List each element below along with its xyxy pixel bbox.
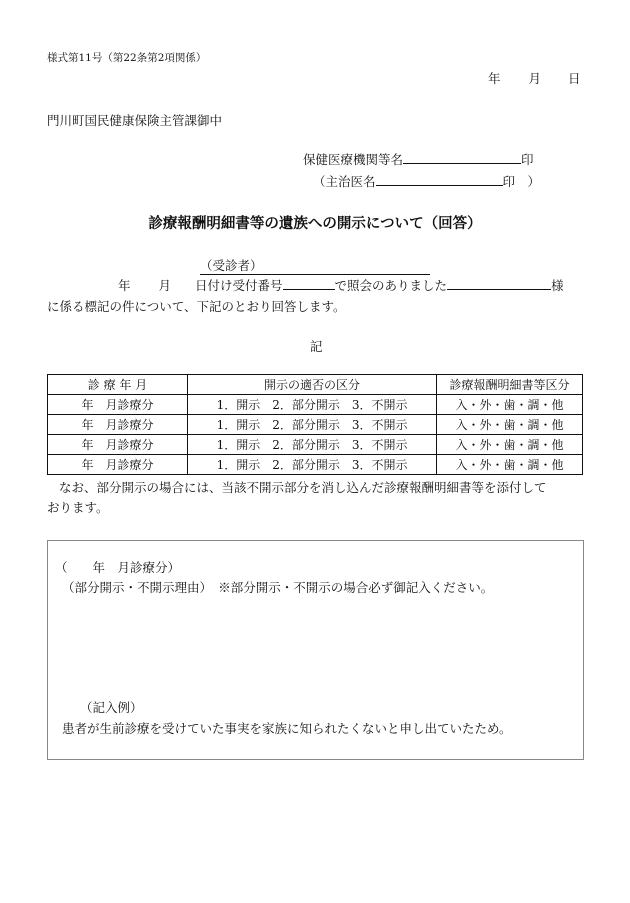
doctor-name-field[interactable] xyxy=(376,172,503,186)
note-line-1: なお、部分開示の場合には、当該不開示部分を消し込んだ診療報酬明細書等を添付して xyxy=(59,480,547,495)
institution-seal: 印 xyxy=(521,152,534,167)
header-statement-category: 診療報酬明細書等区分 xyxy=(437,375,583,395)
note-line-2: おります。 xyxy=(47,500,109,515)
doctor-label: （主治医名 xyxy=(313,174,376,189)
table-row xyxy=(48,435,583,455)
body-year: 年 xyxy=(118,278,131,293)
form-number: 様式第11号（第22条第2項関係） xyxy=(47,52,207,64)
date-day: 日 xyxy=(568,71,581,86)
reason-label: （部分開示・不開示理由） ※部分開示・不開示の場合必ず御記入ください。 xyxy=(62,580,494,595)
table-row xyxy=(48,395,583,415)
date-line xyxy=(488,69,581,87)
body-month: 月 xyxy=(158,278,172,293)
example-text: 患者が生前診療を受けていた事実を家族に知られたくないと申し出ていたため。 xyxy=(62,721,512,736)
treatment-month-cell[interactable]: 年 月診療分 xyxy=(48,395,188,415)
statement-type-cell[interactable]: 入・外・歯・調・他 xyxy=(437,435,583,455)
institution-line xyxy=(303,150,534,168)
example-label: （記入例） xyxy=(80,700,143,715)
body-inquiry: で照会のありました xyxy=(334,278,448,293)
patient-label: （受診者） xyxy=(200,258,263,273)
disclosure-table xyxy=(47,374,583,475)
table-row xyxy=(48,455,583,475)
header-disclosure-category: 開示の適否の区分 xyxy=(188,375,437,395)
disclosure-option-cell[interactable]: 1．開示 2．部分開示 3．不開示 xyxy=(188,395,437,415)
date-year: 年 xyxy=(488,71,501,86)
institution-label: 保健医療機関等名 xyxy=(303,152,404,167)
page-title: 診療報酬明細書等の遺族への開示について（回答） xyxy=(148,215,482,232)
body-received-number: 日付け受付番号 xyxy=(195,278,283,293)
body-honorific: 様 xyxy=(551,278,564,293)
table-row xyxy=(48,415,583,435)
recipient: 門川町国民健康保険主管課御中 xyxy=(47,113,223,128)
reason-month-line: （ 年 月診療分） xyxy=(55,560,181,575)
statement-type-cell[interactable]: 入・外・歯・調・他 xyxy=(437,455,583,475)
received-number-field[interactable] xyxy=(283,276,335,290)
doctor-seal: 印 ） xyxy=(502,174,541,189)
ki-heading: 記 xyxy=(310,339,323,354)
patient-field[interactable] xyxy=(200,256,430,275)
treatment-month-cell[interactable]: 年 月診療分 xyxy=(48,435,188,455)
deceased-name-field[interactable] xyxy=(447,276,551,290)
statement-type-cell[interactable]: 入・外・歯・調・他 xyxy=(437,415,583,435)
body-line-1 xyxy=(118,276,564,294)
disclosure-option-cell[interactable]: 1．開示 2．部分開示 3．不開示 xyxy=(188,435,437,455)
disclosure-option-cell[interactable]: 1．開示 2．部分開示 3．不開示 xyxy=(188,415,437,435)
statement-type-cell[interactable]: 入・外・歯・調・他 xyxy=(437,395,583,415)
table-header-row xyxy=(48,375,583,395)
disclosure-option-cell[interactable]: 1．開示 2．部分開示 3．不開示 xyxy=(188,455,437,475)
treatment-month-cell[interactable]: 年 月診療分 xyxy=(48,455,188,475)
body-line-2: に係る標記の件について、下記のとおり回答します。 xyxy=(47,299,346,314)
header-treatment-month: 診 療 年 月 xyxy=(48,375,188,395)
doctor-line xyxy=(313,172,540,190)
treatment-month-cell[interactable]: 年 月診療分 xyxy=(48,415,188,435)
institution-name-field[interactable] xyxy=(403,150,521,164)
date-month: 月 xyxy=(528,71,542,86)
